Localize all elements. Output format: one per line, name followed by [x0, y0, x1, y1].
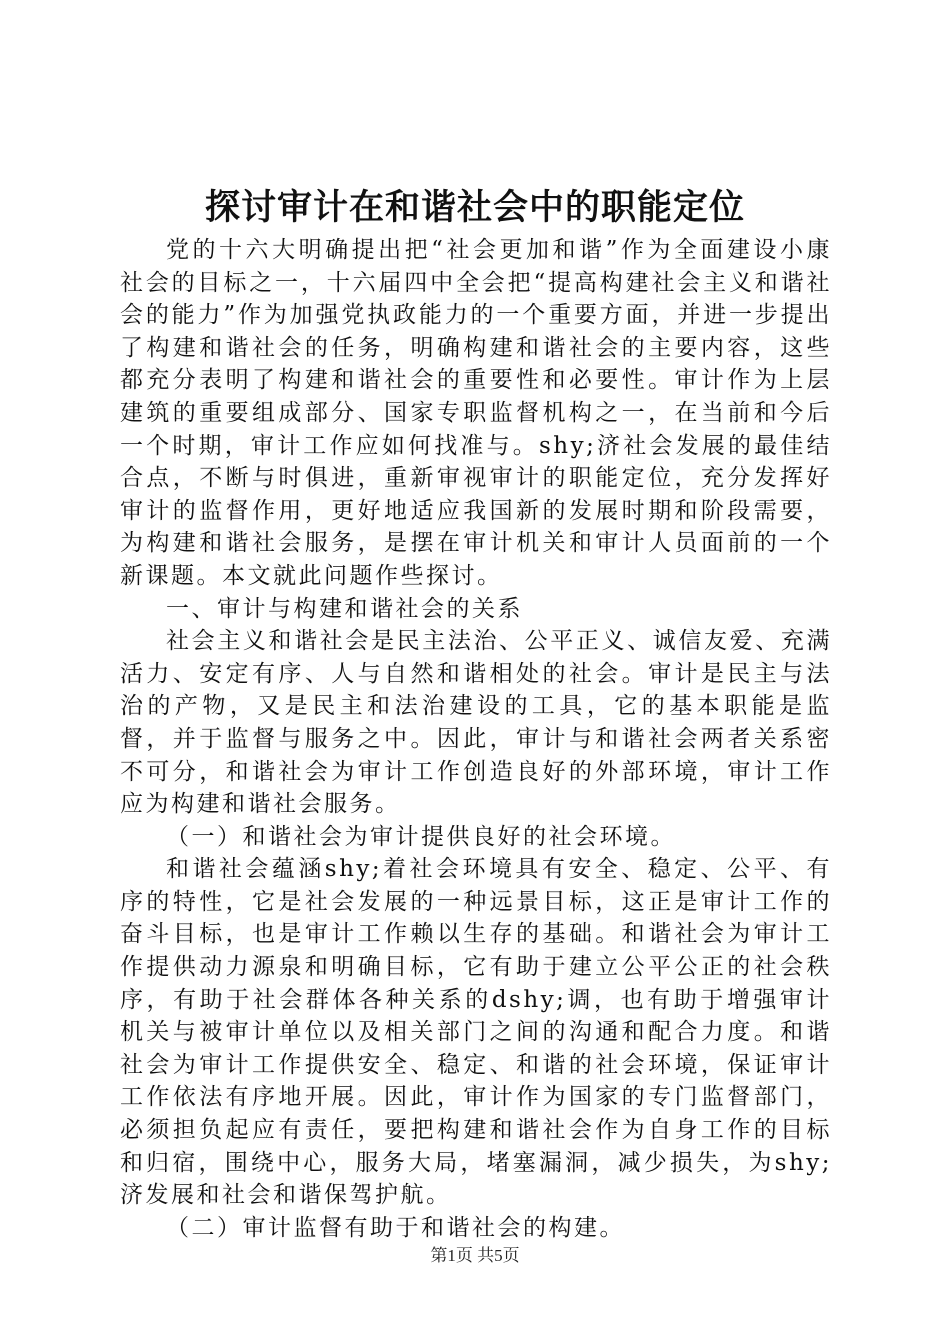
document-body [120, 234, 832, 1244]
subsection-heading-2: （二）审计监督有助于和谐社会的构建。 [166, 1214, 625, 1241]
document-title: 探讨审计在和谐社会中的职能定位 [204, 187, 745, 228]
paragraph-subsection-1: 和谐社会蕴涵shy;着社会环境具有安全、稳定、公平、有序的特性，它是社会发展的一种远景目标，这正是审计工作的奋斗目标，也是审计工作赖以生存的基础。和谐社会为审计工作提供动力源泉和明确目标，它有助于建立公平公正的社会秩序，有助于社会群体各种关系的dshy;调，也有助于增强审计机关与被审计单位以及相关部门之间的沟通和配合力度。和谐社会为审计工作提供安全、稳定、和谐的社会环境，保证审计工作依法有序地开展。因此，审计作为国家的专门监督部门，必须担负起应有责任，要把构建和谐社会作为自身工作的目标和归宿，围绕中心，服务大局，堵塞漏洞，减少损失，为shy;济发展和社会和谐保驾护航。 [120, 856, 832, 1209]
page-number-footer: 第1页 共5页 [430, 1246, 520, 1265]
paragraph-section-1: 社会主义和谐社会是民主法治、公平正义、诚信友爱、充满活力、安定有序、人与自然和谐相处的社会。审计是民主与法治的产物，又是民主和法治建设的工具，它的基本职能是监督，并于监督与服务之中。因此，审计与和谐社会两者关系密不可分，和谐社会为审计工作创造良好的外部环境，审计工作应为构建和谐社会服务。 [120, 628, 832, 818]
subsection-heading-1: （一）和谐社会为审计提供良好的社会环境。 [166, 823, 676, 850]
section-heading-1: 一、审计与构建和谐社会的关系 [166, 595, 523, 622]
paragraph-intro: 党的十六大明确提出把“社会更加和谐”作为全面建设小康社会的目标之一，十六届四中全会把“提高构建社会主义和谐社会的能力”作为加强党执政能力的一个重要方面，并进一步提出了构建和谐社会的任务，明确构建和谐社会的主要内容，这些都充分表明了构建和谐社会的重要性和必要性。审计作为上层建筑的重要组成部分、国家专职监督机构之一，在当前和今后一个时期，审计工作应如何找准与。shy;济社会发展的最佳结合点，不断与时俱进，重新审视审计的职能定位，充分发挥好审计的监督作用，更好地适应我国新的发展时期和阶段需要，为构建和谐社会服务，是摆在审计机关和审计人员面前的一个新课题。本文就此问题作些探讨。 [120, 237, 832, 589]
